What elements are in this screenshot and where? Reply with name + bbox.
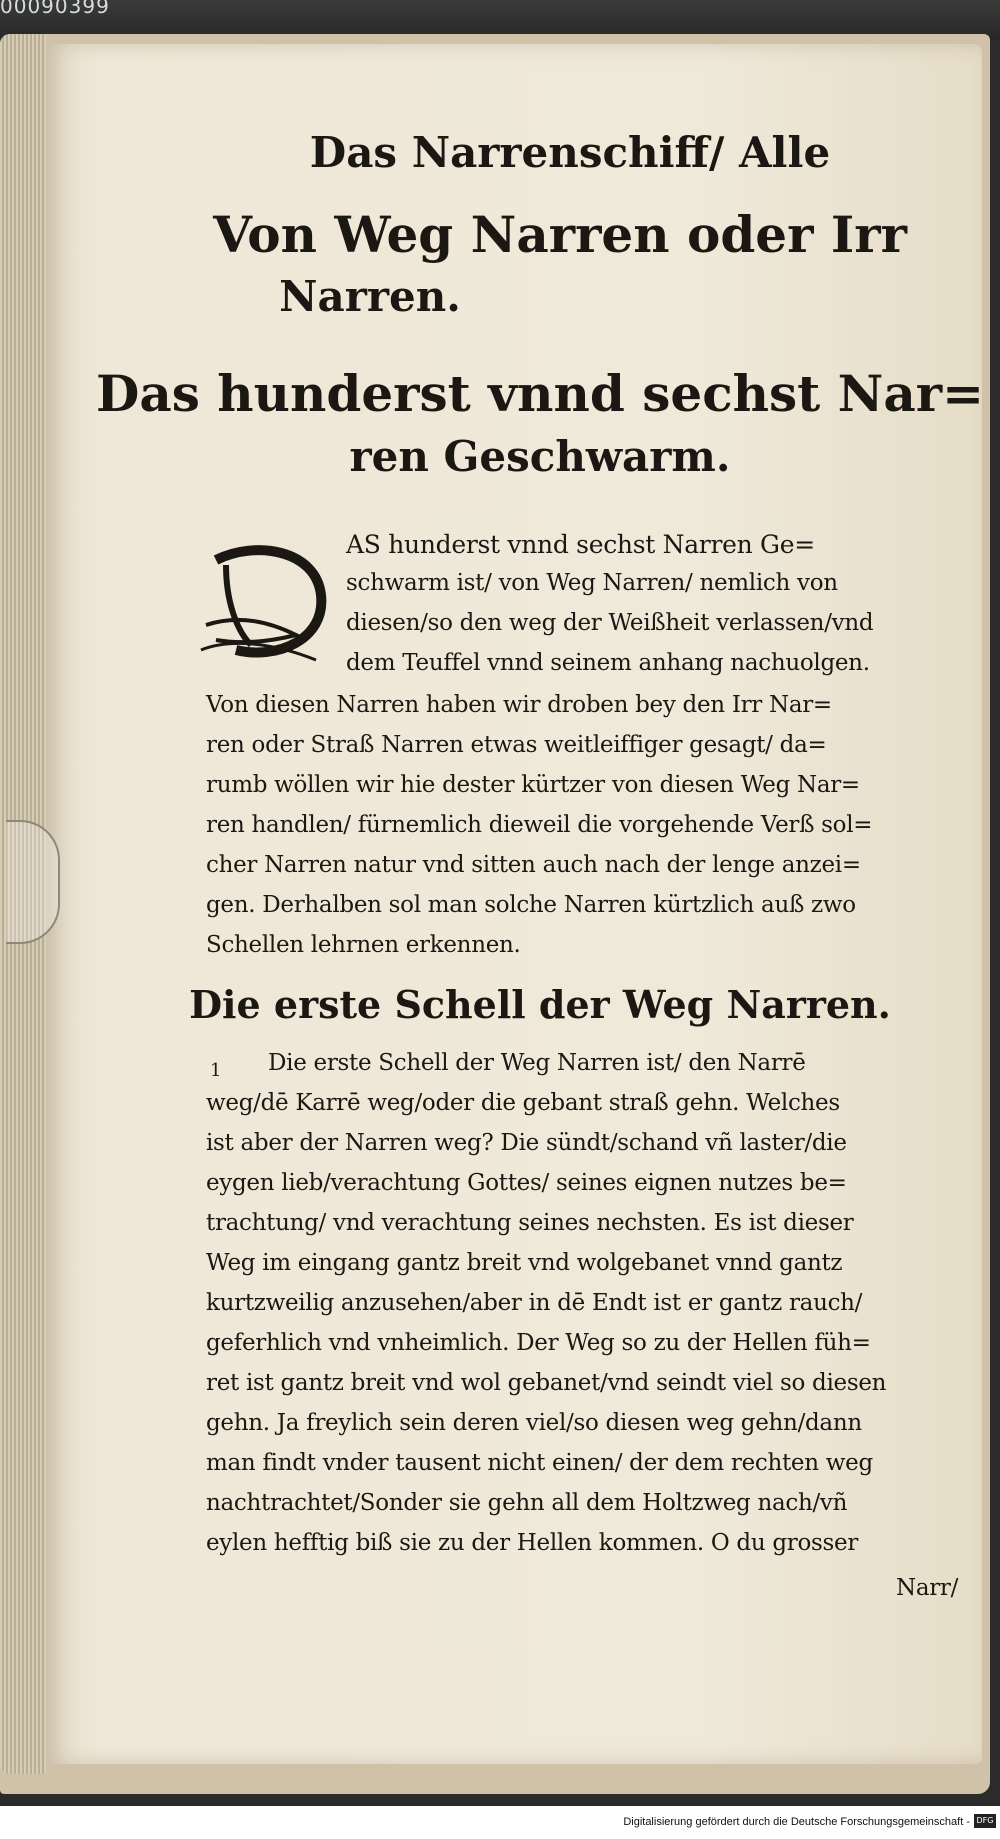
title-line-2: Von Weg Narren oder Irr: [213, 205, 907, 264]
dfg-logo: DFG: [974, 1814, 996, 1828]
paragraph1-line: gen. Derhalben sol man solche Narren kürtzlich auß zwo: [206, 892, 856, 918]
paragraph1-line: ren handlen/ fürnemlich dieweil die vorgehende Verß sol=: [206, 812, 873, 838]
paragraph2-line: man findt vnder tausent nicht einen/ der dem rechten weg: [206, 1450, 873, 1476]
paragraph1-line: schwarm ist/ von Weg Narren/ nemlich von: [346, 570, 838, 596]
title-line-3: Narren.: [279, 272, 461, 321]
chapter-heading-line-2: ren Geschwarm.: [349, 432, 731, 481]
decorated-initial: [196, 540, 346, 675]
catchword: Narr/: [896, 1575, 959, 1601]
paragraph2-line: trachtung/ vnd verachtung seines nechsten. Es ist dieser: [206, 1210, 854, 1236]
title-line-1: Das Narrenschiff/ Alle: [309, 128, 831, 177]
paragraph1-line: dem Teuffel vnnd seinem anhang nachuolgen.: [346, 650, 870, 676]
clasp-shape: [6, 820, 60, 944]
paragraph2-line: kurtzweilig anzusehen/aber in dē Endt ist er gantz rauch/: [206, 1290, 863, 1316]
paragraph2-line: nachtrachtet/Sonder sie gehn all dem Holtzweg nach/vñ: [206, 1490, 848, 1516]
paragraph2-line: weg/dē Karrē weg/oder die gebant straß gehn. Welches: [206, 1090, 840, 1116]
paragraph2-line: gehn. Ja freylich sein deren viel/so diesen weg gehn/dann: [206, 1410, 862, 1436]
paragraph2-line: geferhlich vnd vnheimlich. Der Weg so zu der Hellen füh=: [206, 1330, 871, 1356]
paragraph1-line: AS hunderst vnnd sechst Narren Ge=: [346, 530, 815, 559]
paragraph1-line: Schellen lehrnen erkennen.: [206, 932, 521, 958]
chapter-heading-line-1: Das hunderst vnnd sechst Nar=: [95, 364, 984, 423]
paragraph2-line: eygen lieb/verachtung Gottes/ seines eignen nutzes be=: [206, 1170, 847, 1196]
paragraph1-line: ren oder Straß Narren etwas weitleiffiger gesagt/ da=: [206, 732, 827, 758]
paragraph1-line: rumb wöllen wir hie dester kürtzer von diesen Weg Nar=: [206, 772, 860, 798]
paragraph2-line: Weg im eingang gantz breit vnd wolgebanet vnnd gantz: [206, 1250, 843, 1276]
section-heading: Die erste Schell der Weg Narren.: [189, 982, 891, 1027]
paragraph2-line: eylen hefftig biß sie zu der Hellen kommen. O du grosser: [206, 1530, 859, 1556]
paragraph2-line: Die erste Schell der Weg Narren ist/ den Narrē: [268, 1050, 806, 1076]
digitization-credit: Digitalisierung gefördert durch die Deutsche Forschungsgemeinschaft -: [623, 1816, 970, 1828]
scan-id: 00090399: [0, 0, 110, 18]
paragraph1-line: Von diesen Narren haben wir droben bey den Irr Nar=: [206, 692, 832, 718]
paragraph2-line: ret ist gantz breit vnd wol gebanet/vnd seindt viel so diesen: [206, 1370, 887, 1396]
paragraph1-line: diesen/so den weg der Weißheit verlassen/vnd: [346, 610, 874, 636]
paragraph1-line: cher Narren natur vnd sitten auch nach der lenge anzei=: [206, 852, 861, 878]
paragraph2-line: ist aber der Narren weg? Die sündt/schand vñ laster/die: [206, 1130, 847, 1156]
section-number: 1: [210, 1060, 222, 1081]
